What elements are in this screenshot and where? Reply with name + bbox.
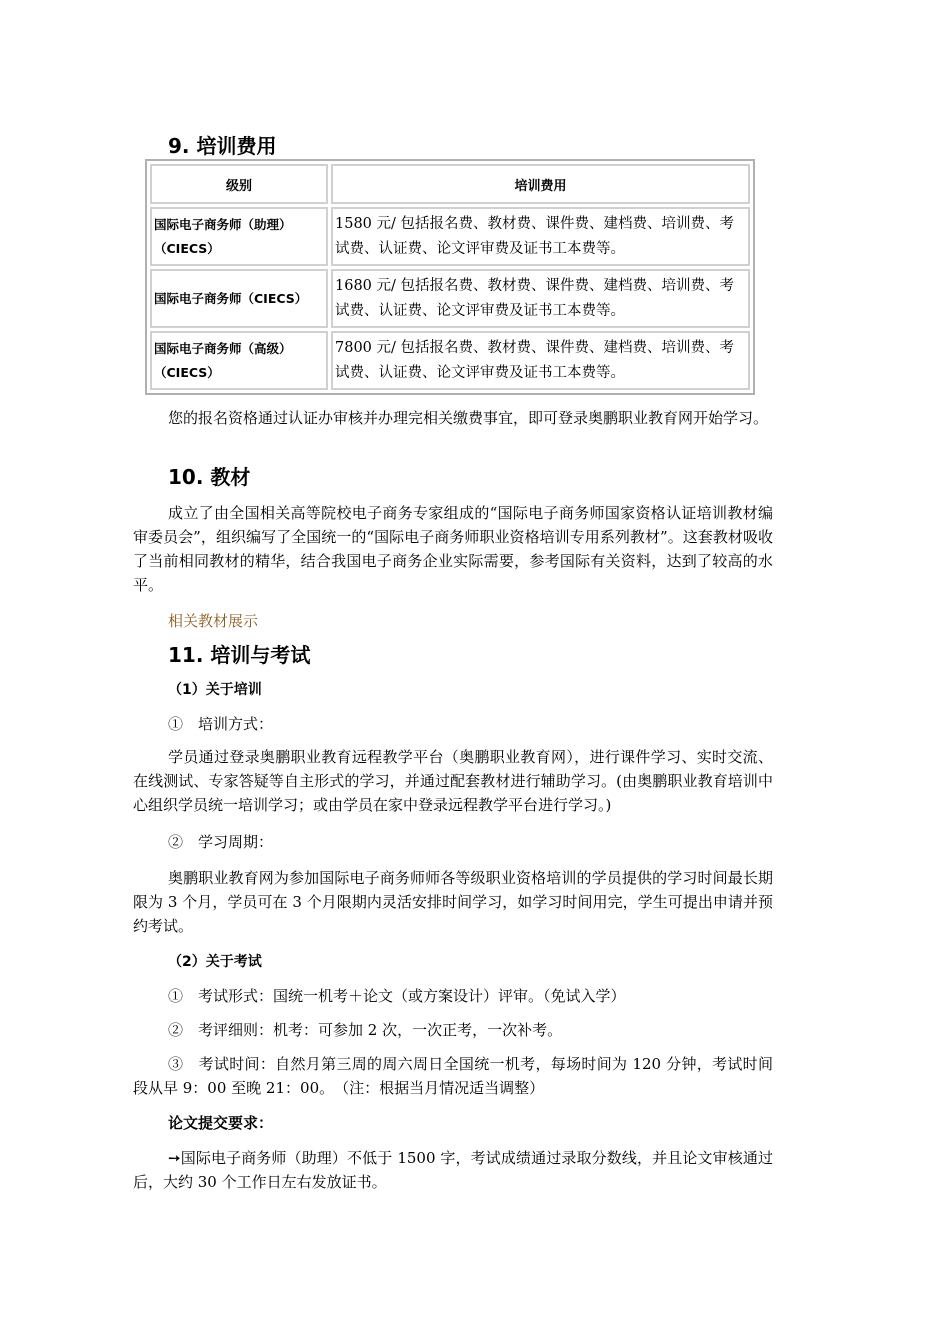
fee-cell: 1680 元/ 包括报名费、教材费、课件费、建档费、培训费、考试费、认证费、论文评审费及证书工本费等。 (331, 269, 750, 328)
table-row (150, 331, 750, 390)
level-cell: 国际电子商务师（CIECS） (150, 269, 328, 328)
table-header-level: 级别 (150, 164, 328, 204)
level-cell: 国际电子商务师（助理）（CIECS） (150, 207, 328, 266)
exam-format-item: ① 考试形式：国统一机考＋论文（或方案设计）评审。（免试入学） (168, 987, 626, 1005)
exam-subheading: （2）关于考试 (168, 954, 262, 970)
table-row (150, 207, 750, 266)
textbook-paragraph: 成立了由全国相关高等院校电子商务专家组成的“国际电子商务师国家资格认证培训教材编审委员会”，组织编写了全国统一的“国际电子商务师职业资格培训专用系列教材”。这套教材吸收了当前相同教材的精华，结合我国电子商务企业实际需要，参考国际有关资料，达到了较高的水平。 (133, 504, 773, 594)
table-row (150, 269, 750, 328)
exam-time-item: ③ 考试时间：自然月第三周的周六周日全国统一机考，每场时间为 120 分钟，考试时间段从早 9：00 至晚 21：00。 （注：根据当月情况适当调整） (133, 1055, 773, 1097)
level-cell: 国际电子商务师（高级）（CIECS） (150, 331, 328, 390)
thesis-requirements-paragraph: ➙国际电子商务师（助理）不低于 1500 字，考试成绩通过录取分数线，并且论文审核通过后，大约 30 个工作日左右发放证书。 (133, 1149, 773, 1191)
exam-rules-item: ② 考评细则：机考：可参加 2 次，一次正考，一次补考。 (168, 1021, 563, 1039)
fee-table (145, 159, 755, 395)
training-mode-label: ① 培训方式： (168, 715, 274, 733)
training-mode-paragraph: 学员通过登录奥鹏职业教育远程教学平台（奥鹏职业教育网），进行课件学习、实时交流、在线测试、专家答疑等自主形式的学习，并通过配套教材进行辅助学习。(由奥鹏职业教育培训中心组织学员统一培训学习；或由学员在家中登录远程教学平台进行学习。) (133, 748, 773, 814)
section-10-heading: 10. 教材 (168, 465, 251, 489)
fee-cell: 7800 元/ 包括报名费、教材费、课件费、建档费、培训费、考试费、认证费、论文评审费及证书工本费等。 (331, 331, 750, 390)
textbook-showcase-link[interactable]: 相关教材展示 (168, 612, 259, 630)
thesis-requirements-heading: 论文提交要求： (168, 1114, 274, 1132)
study-period-paragraph: 奥鹏职业教育网为参加国际电子商务师师各等级职业资格培训的学员提供的学习时间最长期限为 3 个月，学员可在 3 个月限期内灵活安排时间学习，如学习时间用完，学生可提出申请并预约考试。 (133, 869, 773, 935)
table-header-fee: 培训费用 (331, 164, 750, 204)
section-11-heading: 11. 培训与考试 (168, 643, 311, 667)
table-header-row (150, 164, 750, 204)
section-9-heading: 9. 培训费用 (168, 134, 277, 158)
registration-note: 您的报名资格通过认证办审核并办理完相关缴费事宜，即可登录奥鹏职业教育网开始学习。 (168, 409, 769, 427)
fee-cell: 1580 元/ 包括报名费、教材费、课件费、建档费、培训费、考试费、认证费、论文评审费及证书工本费等。 (331, 207, 750, 266)
study-period-label: ② 学习周期： (168, 833, 274, 851)
training-subheading: （1）关于培训 (168, 682, 262, 698)
